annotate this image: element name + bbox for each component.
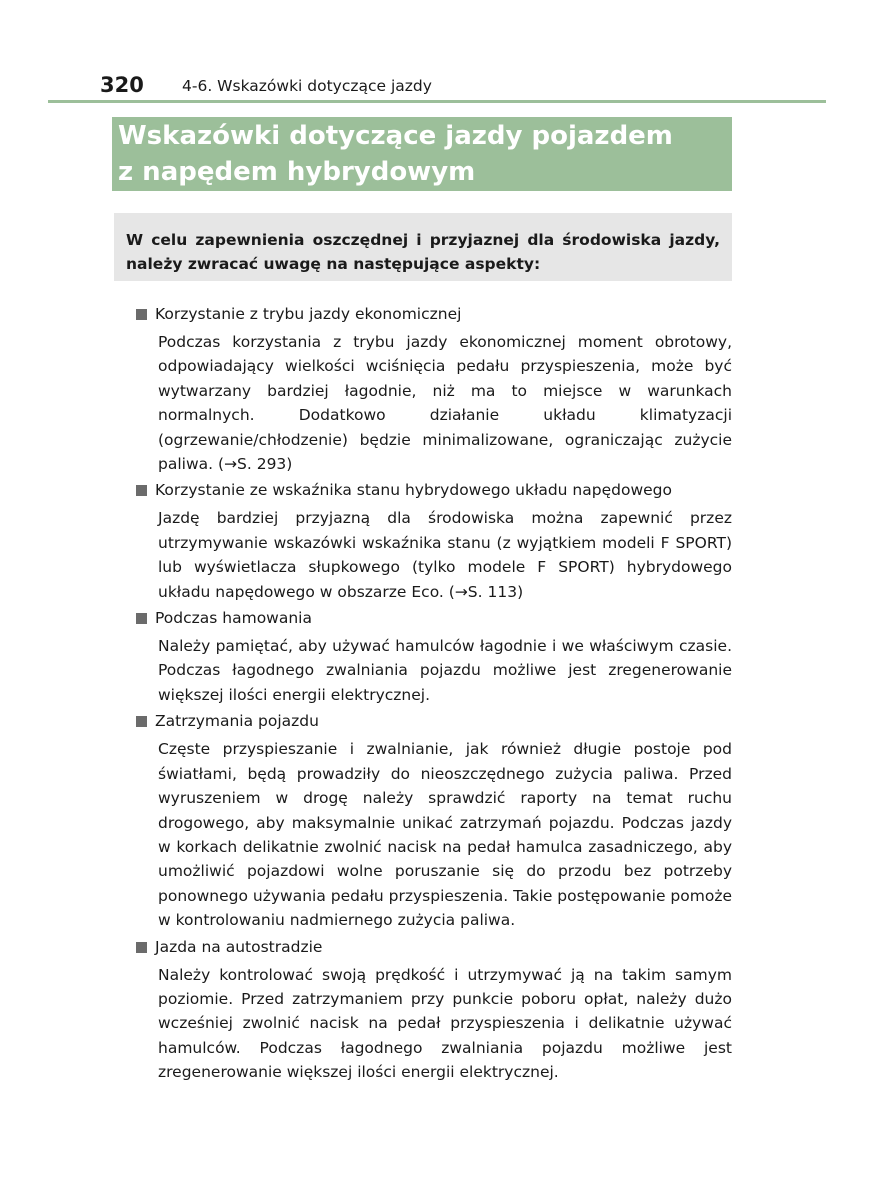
section-highway xyxy=(136,935,732,1085)
page-header xyxy=(0,0,880,104)
section-paragraph: Należy pamiętać, aby używać hamulców łagodnie i we właściwym czasie. Podczas łagodnego zwalniania pojazdu możliwe jest zregenerowanie większej ilości energii elektrycznej. xyxy=(158,637,732,704)
section-braking xyxy=(136,606,732,707)
section-heading xyxy=(136,606,732,630)
section-body xyxy=(158,330,732,476)
square-bullet-icon xyxy=(136,942,147,953)
section-body xyxy=(158,634,732,707)
section-paragraph: Jazdę bardziej przyjazną dla środowiska można zapewnić przez utrzymywanie wskazówki wskaźnika stanu (z wyjątkiem modeli F SPORT) lub wyświetlacza słupkowego (tylko modele F SPORT) hybrydowego układu napędowego w obszarze Eco. (→S. 113) xyxy=(158,509,732,601)
square-bullet-icon xyxy=(136,485,147,496)
section-paragraph: Częste przyspieszanie i zwalnianie, jak również długie postoje pod światłami, będą prowadziły do nieoszczędnego zużycia paliwa. Przed wyruszeniem w drogę należy sprawdzić raporty na temat ruchu drogowego, aby maksymalnie unikać zatrzymań pojazdu. Podczas jazdy w korkach delikatnie zwolnić nacisk na pedał hamulca zasadniczego, aby umożliwić pojazdowi wolne poruszanie się do przodu bez potrzeby ponownego używania pedału przyspieszenia. Takie postępowanie pomoże w kontrolowaniu nadmiernego zużycia paliwa. xyxy=(158,740,732,930)
square-bullet-icon xyxy=(136,716,147,727)
section-title-line-2: z napędem hybrydowym xyxy=(118,157,476,187)
section-heading-text: Podczas hamowania xyxy=(155,609,312,628)
section-eco-mode xyxy=(136,302,732,476)
section-vehicle-stops xyxy=(136,709,732,932)
header-rule xyxy=(48,100,826,103)
section-heading-text: Korzystanie z trybu jazdy ekonomicznej xyxy=(155,305,462,323)
section-hybrid-indicator xyxy=(136,478,732,604)
section-paragraph: Podczas korzystania z trybu jazdy ekonomicznej moment obrotowy, odpowiadający wielkości wciśnięcia pedału przyspieszenia, może być wytwarzany bardziej łagodnie, niż ma to miejsce w warunkach normalnych. Dodatkowo działanie układu klimatyzacji (ogrzewanie/chłodzenie) będzie minimalizowane, ograniczając zużycie paliwa. (→S. 293) xyxy=(158,333,732,474)
section-heading xyxy=(136,302,732,326)
page-number: 320 xyxy=(100,73,144,97)
section-heading-text: Korzystanie ze wskaźnika stanu hybrydowego układu napędowego xyxy=(155,481,672,500)
section-heading xyxy=(136,935,732,959)
square-bullet-icon xyxy=(136,309,147,320)
running-title: 4-6. Wskazówki dotyczące jazdy xyxy=(182,77,432,95)
section-title xyxy=(118,118,730,190)
section-body xyxy=(158,963,732,1085)
content-body xyxy=(136,300,732,1087)
section-heading-text: Zatrzymania pojazdu xyxy=(155,712,319,731)
section-title-box xyxy=(112,117,732,191)
intro-text: W celu zapewnienia oszczędnej i przyjaznej dla środowiska jazdy, należy zwracać uwagę na następujące aspekty: xyxy=(126,231,720,273)
square-bullet-icon xyxy=(136,613,147,624)
section-paragraph: Należy kontrolować swoją prędkość i utrzymywać ją na takim samym poziomie. Przed zatrzymaniem przy punkcie poboru opłat, należy dużo wcześniej zwolnić nacisk na pedał przyspieszenia i delikatnie używać hamulców. Podczas łagodnego zwalniania pojazdu możliwe jest zregenerowanie większej ilości energii elektrycznej. xyxy=(158,965,732,1082)
section-heading-text: Jazda na autostradzie xyxy=(155,937,323,956)
section-body xyxy=(158,737,732,932)
intro-box xyxy=(114,213,732,281)
section-body xyxy=(158,506,732,604)
section-heading xyxy=(136,478,732,502)
section-heading xyxy=(136,709,732,733)
section-title-line-1: Wskazówki dotyczące jazdy pojazdem xyxy=(118,121,673,151)
